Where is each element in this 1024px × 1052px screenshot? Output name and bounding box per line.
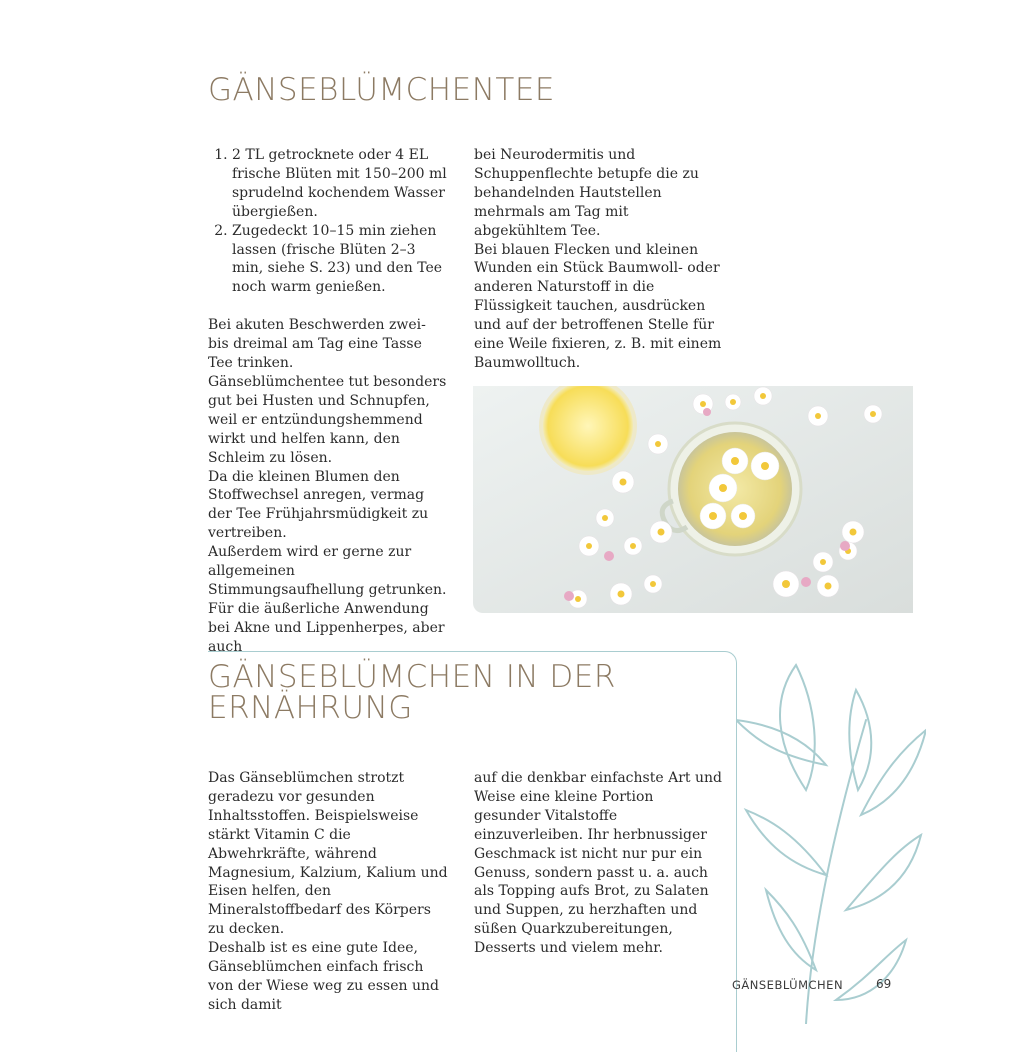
tea-step-2: 2. Zugedeckt 10–15 min ziehen lassen (frische Blüten 2–3 min, siehe S. 23) und den Tee noch warm genießen. [232, 222, 448, 298]
nutrition-paragraph-nutrients: Das Gänseblümchen strotzt geradezu vor gesunden Inhaltsstoffen. Beispielsweise stärkt Vitamin C die Abwehrkräfte, während Magnesium, Kalzium, Kalium und Eisen helfen, den Mineralstoffbedarf des Körpers zu decken. [208, 770, 448, 938]
footer-page-number: 69 [876, 977, 892, 991]
section-title-nutrition-line2: ERNÄHRUNG [208, 690, 413, 726]
plant-illustration [736, 660, 926, 1024]
tea-paragraph-cough: Gänseblümchentee tut besonders gut bei Husten und Schnupfen, weil er entzündungshemmend wirkt und helfen kann, den Schleim zu lösen. [208, 373, 447, 466]
tea-photo [473, 386, 913, 613]
footer-chapter-label: GÄNSEBLÜMCHEN [732, 978, 844, 992]
nutrition-left-column [208, 769, 448, 1015]
nutrition-paragraph-taste: auf die denkbar einfachste Art und Weise eine kleine Portion gesunder Vitalstoffe einzuverleiben. Ihr herbnussiger Geschmack ist nicht nur pur ein Genuss, sondern passt u. a. auch als Topping aufs Brot, zu Salaten und Suppen, zu herzhaften und süßen Quarkzubereitungen, Desserts und vielem mehr. [474, 770, 722, 957]
tea-paragraph-skin: bei Neurodermitis und Schuppenflechte betupfe die zu behandelnden Hautstellen mehrmals am Tag mit abgekühltem Tee. [474, 147, 699, 239]
tea-paragraph-metabolism: Da die kleinen Blumen den Stoffwechsel anregen, vermag der Tee Frühjahrsmüdigkeit zu vertreiben. [208, 468, 429, 542]
tea-step-1: 1. 2 TL getrocknete oder 4 EL frische Blüten mit 150–200 ml sprudelnd kochendem Wasser übergießen. [232, 146, 448, 222]
tea-paragraph-external: Für die äußerliche Anwendung bei Akne und Lippenherpes, aber auch [208, 600, 445, 655]
tea-left-column [208, 146, 448, 657]
tea-right-column [474, 146, 724, 373]
tea-cup-daisies-image [473, 386, 913, 613]
tea-paragraph-bruises: Bei blauen Flecken und kleinen Wunden ein Stück Baumwoll- oder anderen Naturstoff in die Flüssigkeit tauchen, ausdrücken und auf der betroffenen Stelle für eine Weile fixieren, z. B. mit einem Baumwolltuch. [474, 241, 722, 371]
tea-steps-list [208, 146, 448, 297]
nutrition-right-column [474, 769, 724, 958]
tea-paragraph-mood: Außerdem wird er gerne zur allgemeinen Stimmungsaufhellung getrunken. [208, 544, 447, 598]
section-title-tea: GÄNSEBLÜMCHENTEE [208, 72, 555, 108]
tea-paragraph-dosage: Bei akuten Beschwerden zwei- bis dreimal am Tag eine Tasse Tee trinken. [208, 317, 426, 372]
nutrition-paragraph-fresh: Deshalb ist es eine gute Idee, Gänseblümchen einfach frisch von der Wiese weg zu essen und sich damit [208, 940, 439, 1013]
section-title-nutrition-line1: GÄNSEBLÜMCHEN IN DER [208, 659, 616, 695]
